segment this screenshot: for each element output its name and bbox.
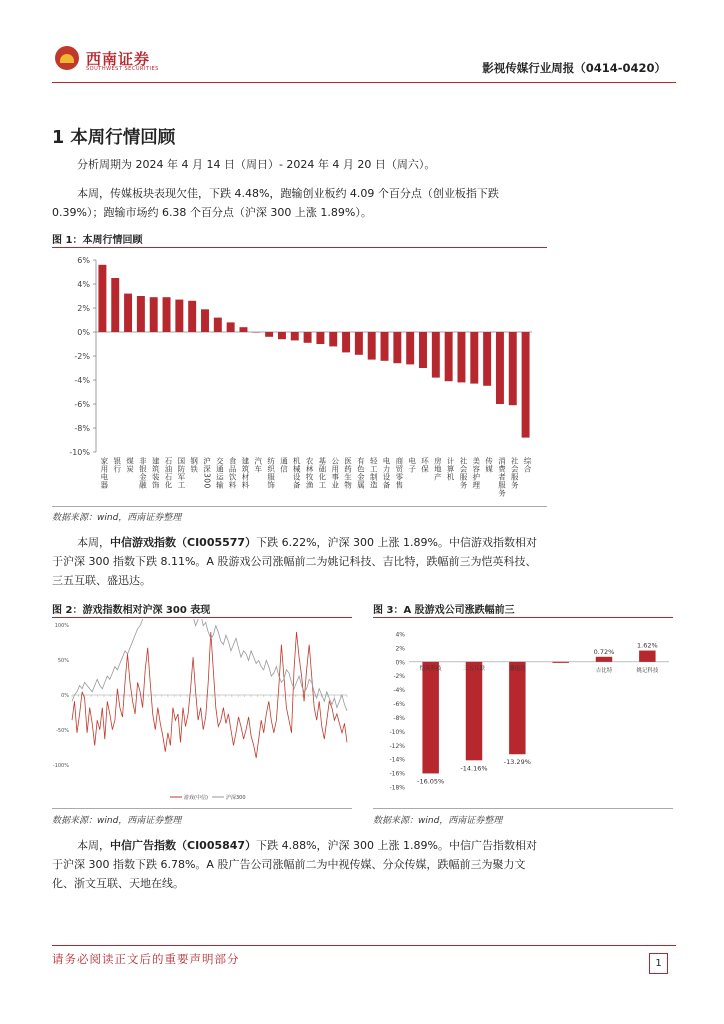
bar xyxy=(522,332,530,438)
x-tick-label: 综合 xyxy=(523,457,533,473)
footer-notice: 请务必阅读正文后的重要声明部分 xyxy=(52,952,240,966)
x-tick-label: 电子 xyxy=(407,457,417,473)
x-tick-label: 汽车 xyxy=(253,457,263,473)
x-tick-label: 石油石化 xyxy=(164,457,174,489)
x-tick-label: 钢铁 xyxy=(189,457,199,473)
y-tick-label: 50% xyxy=(57,658,69,664)
bar xyxy=(137,296,145,332)
x-tick-label: 轻工制造 xyxy=(369,457,379,489)
y-tick-label: 4% xyxy=(77,280,90,289)
data-label: -16.05% xyxy=(417,777,445,786)
bar xyxy=(278,332,286,339)
bar xyxy=(419,332,427,368)
figure2-title: 图 2：游戏指数相对沪深 300 表现 xyxy=(52,605,211,616)
paragraph-summary: 本周，传媒板块表现欠佳，下跌 4.48%，跑输创业板约 4.09 个百分点（创业板指下跌 0.39%）；跑输市场约 6.38 个百分点（沪深 300 上涨 1.89%）。 xyxy=(52,187,499,219)
x-tick-label: 商贸零售 xyxy=(394,457,404,489)
y-tick-label: -8% xyxy=(393,714,405,722)
x-tick-label: 沪深300 xyxy=(202,457,212,489)
paragraph-game-index xyxy=(52,533,540,590)
bar xyxy=(457,332,465,382)
y-tick-label: -100% xyxy=(52,763,69,769)
x-tick-label: 恺英科技 xyxy=(419,665,442,672)
bar xyxy=(381,332,389,361)
bar xyxy=(470,332,478,384)
x-tick-label: 银行 xyxy=(112,457,122,473)
x-tick-label: 公用事业 xyxy=(330,457,340,489)
bar xyxy=(509,332,517,405)
x-tick-label: 国防军工 xyxy=(176,457,186,489)
figure3-source: 数据来源：wind，西南证券整理 xyxy=(373,816,503,826)
data-label: 1.62% xyxy=(637,641,658,650)
x-tick-label: 煤炭 xyxy=(125,457,135,473)
figure3-rule xyxy=(373,617,673,618)
bar xyxy=(214,318,222,332)
bar xyxy=(304,332,312,343)
bar xyxy=(329,332,337,346)
figure1-chart xyxy=(52,250,547,505)
y-tick-label: 2% xyxy=(77,304,90,313)
y-tick-label: -6% xyxy=(74,400,90,409)
data-label: 0.72% xyxy=(593,647,615,656)
ad-index-name: 中信广告指数（CI005847） xyxy=(110,839,257,852)
y-tick-label: -2% xyxy=(74,352,90,361)
game-index-name: 中信游戏指数（CI005577） xyxy=(110,536,257,549)
y-tick-label: -6% xyxy=(393,701,405,709)
page-number: 1 xyxy=(649,953,668,974)
y-tick-label: -16% xyxy=(389,770,405,778)
x-tick-label: 传媒 xyxy=(484,457,494,473)
figure1-source: 数据来源：wind，西南证券整理 xyxy=(52,513,182,523)
x-tick-label: 家用电器 xyxy=(99,457,109,489)
figure1-bottom-rule xyxy=(52,506,547,507)
figure1-title: 图 1：本周行情回顾 xyxy=(52,235,143,246)
p4-body: 下跌 4.88%，沪深 300 上涨 1.89%。中信广告指数相对于沪深 300 指数下跌 6.78%。A 股广告公司涨幅前二为中视传媒、分众传媒，跌幅前三为聚力文化、浙文互联、天地在线。 xyxy=(52,839,537,890)
report-title: 影视传媒行业周报（0414-0420） xyxy=(482,61,666,75)
data-label: -13.29% xyxy=(503,758,531,767)
bar xyxy=(163,297,171,332)
bar xyxy=(342,332,350,352)
bar xyxy=(596,657,612,662)
bar xyxy=(466,662,482,760)
x-tick-label: 房地产 xyxy=(433,457,443,481)
x-tick-label: 盛迅达 xyxy=(509,665,526,672)
bar xyxy=(124,294,132,332)
x-tick-label: 机械设备 xyxy=(292,457,302,489)
x-tick-label: 非银金融 xyxy=(138,457,148,489)
figure2-rule xyxy=(52,617,352,618)
y-tick-label: -50% xyxy=(56,728,69,734)
x-tick-label: 三五互联 xyxy=(462,665,486,672)
y-tick-label: -12% xyxy=(389,742,405,750)
x-tick-label: 社会服务 xyxy=(458,457,468,489)
bar xyxy=(552,662,568,663)
x-tick-label: 消费者服务 xyxy=(497,457,507,497)
x-tick-label: 有色金属 xyxy=(356,457,366,489)
footer-divider xyxy=(52,945,676,946)
bar xyxy=(422,662,438,774)
p3-body: 下跌 6.22%，沪深 300 上涨 1.89%。中信游戏指数相对于沪深 300 指数下跌 8.11%。A 股游戏公司涨幅前二为姚记科技、吉比特，跌幅前三为恺英科技、三五互联、盛迅达。 xyxy=(52,536,537,587)
bar xyxy=(201,309,209,332)
y-tick-label: -10% xyxy=(389,728,405,736)
x-tick-label: 通信 xyxy=(279,457,289,473)
paragraph-ad-index xyxy=(52,836,540,893)
bar xyxy=(355,332,363,355)
bar xyxy=(239,327,247,332)
y-tick-label: -4% xyxy=(393,687,405,695)
x-tick-label: 电力设备 xyxy=(382,457,392,489)
y-tick-label: -10% xyxy=(69,448,90,457)
p4-lead: 本周， xyxy=(77,839,110,852)
bar xyxy=(368,332,376,360)
x-tick-label: 基础化工 xyxy=(317,457,327,489)
logo-text: 西南证券 xyxy=(86,50,151,68)
x-tick-label: 社会服务 xyxy=(510,457,520,489)
y-tick-label: 6% xyxy=(77,256,90,265)
y-tick-label: 2% xyxy=(395,645,405,653)
bar xyxy=(639,651,655,662)
x-tick-label: 建筑装饰 xyxy=(151,457,161,489)
bar xyxy=(445,332,453,381)
x-tick-label: 农林牧渔 xyxy=(305,457,315,489)
y-tick-label: 4% xyxy=(395,631,405,639)
figure2-source: 数据来源：wind，西南证券整理 xyxy=(52,816,182,826)
figure3-bottom-rule xyxy=(373,808,673,809)
y-tick-label: -2% xyxy=(393,673,405,681)
logo-english: SOUTHWEST SECURITIES xyxy=(86,66,159,72)
figure3-title: 图 3：A 股游戏公司涨跌幅前三 xyxy=(373,605,515,616)
p3-lead: 本周， xyxy=(77,536,110,549)
bar xyxy=(175,300,183,332)
x-tick-label: 医药生物 xyxy=(343,457,353,489)
bar xyxy=(291,332,299,340)
figure3-chart xyxy=(373,619,673,805)
y-tick-label: 0% xyxy=(61,693,69,699)
section-title: 1 本周行情回顾 xyxy=(52,128,176,148)
x-tick-label: 姚记科技 xyxy=(636,667,659,674)
bar xyxy=(98,265,106,332)
y-tick-label: -18% xyxy=(389,784,405,792)
bar xyxy=(150,297,158,332)
y-tick-label: -4% xyxy=(74,376,90,385)
bar xyxy=(188,301,196,332)
y-tick-label: -8% xyxy=(74,424,90,433)
x-tick-label: 食品饮料 xyxy=(228,457,238,489)
bar xyxy=(111,278,119,332)
x-tick-label: 计算机 xyxy=(446,457,456,481)
bar xyxy=(496,332,504,404)
paragraph-period: 分析周期为 2024 年 4 月 14 日（周日）- 2024 年 4 月 20 日（周六）。 xyxy=(77,158,436,171)
legend-label: 游戏(中信) xyxy=(184,795,208,801)
y-tick-label: 0% xyxy=(77,328,90,337)
y-tick-label: 0% xyxy=(395,659,405,667)
bar xyxy=(227,322,235,332)
x-tick-label: 环保 xyxy=(420,457,430,473)
x-tick-label: 建筑材料 xyxy=(240,457,250,489)
figure1-rule xyxy=(52,247,547,248)
bar xyxy=(393,332,401,363)
bar xyxy=(509,662,525,754)
data-label: -14.16% xyxy=(460,764,488,773)
bar xyxy=(265,332,273,337)
bar xyxy=(406,332,414,364)
header-divider xyxy=(52,82,676,83)
bar xyxy=(252,332,260,333)
figure2-chart xyxy=(52,619,352,805)
y-tick-label: -14% xyxy=(389,756,405,764)
x-tick-label: 交通运输 xyxy=(215,457,225,489)
y-tick-label: 100% xyxy=(54,623,69,629)
x-tick-label: 吉比特 xyxy=(595,667,613,674)
legend-label: 沪深300 xyxy=(226,795,246,801)
x-tick-label: 纺织服饰 xyxy=(266,457,276,489)
bar xyxy=(483,332,491,386)
bar xyxy=(316,332,324,344)
bar xyxy=(432,332,440,378)
figure2-bottom-rule xyxy=(52,808,352,809)
x-tick-label: 美容护理 xyxy=(471,457,481,489)
logo-icon xyxy=(55,46,79,70)
